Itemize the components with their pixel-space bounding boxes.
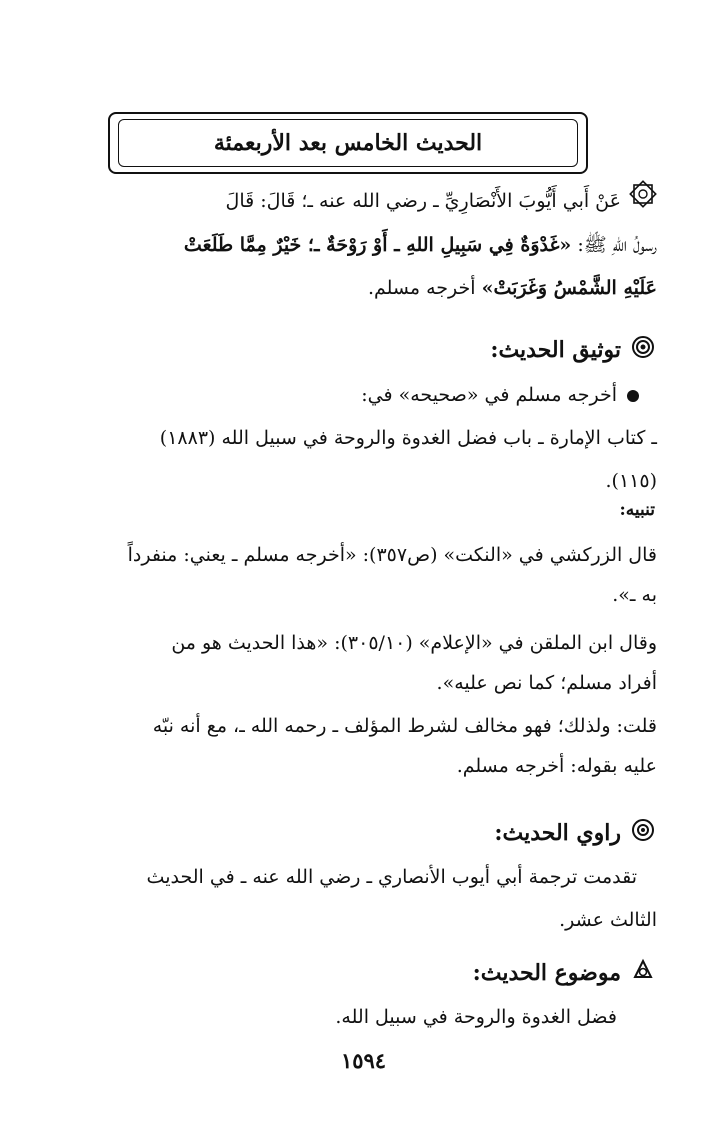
tanbih-p2-line-1: وقال ابن الملقن في «الإعلام» (٣٠٥/١٠): «هذا الحديث هو من [171,632,657,654]
mawdu-body [55,996,657,1039]
rosette-icon [631,335,655,365]
rawi-heading-text: راوي الحديث: [494,820,621,846]
hadith-text [55,180,657,310]
tawthiq-ref-line-2: (١١٥). [605,470,657,492]
chapter-title-frame [108,112,588,174]
rawi-line-1: تقدمت ترجمة أبي أيوب الأنصاري ـ رضي الله عنه ـ في الحديث [146,866,637,888]
rawi-heading [494,818,655,848]
hadith-line-1 [55,180,657,224]
hadith-line-1-text: عَنْ أَبي أَيُّوبَ الأَنْصَارِيِّ ـ رضي الله عنه ـ؛ قَالَ: قَالَ [225,190,621,212]
tawthiq-body [55,374,657,503]
tanbih-p3 [55,706,657,786]
rosette-icon [631,818,655,848]
bullet-icon [627,390,639,402]
hadith-line-2-plain: رسولُ اللهِ ﷺ: [571,234,657,256]
chapter-title: الحديث الخامس بعد الأربعمئة [118,119,578,167]
tanbih-p2 [55,623,657,703]
hadith-line-3-bold: عَلَيْهِ الشَّمْسُ وَغَرَبَتْ» [481,277,657,299]
hadith-line-3-plain: أخرجه مسلم. [367,277,482,299]
tawthiq-bullet-line [55,374,657,417]
tawthiq-ref-line-1: ـ كتاب الإمارة ـ باب فضل الغدوة والروحة في سبيل الله (١٨٨٣) [159,427,657,449]
octagon-star-icon [629,180,657,224]
mawdu-heading-text: موضوع الحديث: [472,960,621,986]
triquetra-icon [631,958,655,988]
hadith-line-2-bold: «غَدْوَةٌ فِي سَبِيلِ اللهِ ـ أَوْ رَوْحَةٌ ـ؛ خَيْرٌ مِمَّا طَلَعَتْ [183,234,572,256]
tawthiq-heading-text: توثيق الحديث: [490,337,621,363]
tawthiq-heading [490,335,655,365]
hadith-line-2 [55,224,657,267]
tanbih-p3-line-2: عليه بقوله: أخرجه مسلم. [456,755,657,777]
rawi-body [55,856,657,942]
mawdu-line-1: فضل الغدوة والروحة في سبيل الله. [335,1006,617,1028]
tanbih-p3-line-1: قلت: ولذلك؛ فهو مخالف لشرط المؤلف ـ رحمه الله ـ، مع أنه نبّه [152,715,657,737]
rawi-line-2: الثالث عشر. [559,909,657,931]
tanbih-heading: تنبيه: [619,500,655,520]
hadith-line-3 [55,267,657,310]
page-number: ١٥٩٤ [340,1048,387,1073]
tawthiq-bullet-text: أخرجه مسلم في «صحيحه» في: [361,384,617,406]
tanbih-p1 [55,535,657,615]
mawdu-heading [473,958,655,988]
tanbih-p2-line-2: أفراد مسلم؛ كما نص عليه». [436,672,657,694]
tanbih-p1-line-1: قال الزركشي في «النكت» (ص٣٥٧): «أخرجه مسلم ـ يعني: منفرداً [127,544,657,566]
tanbih-p1-line-2: به ـ». [612,584,657,606]
